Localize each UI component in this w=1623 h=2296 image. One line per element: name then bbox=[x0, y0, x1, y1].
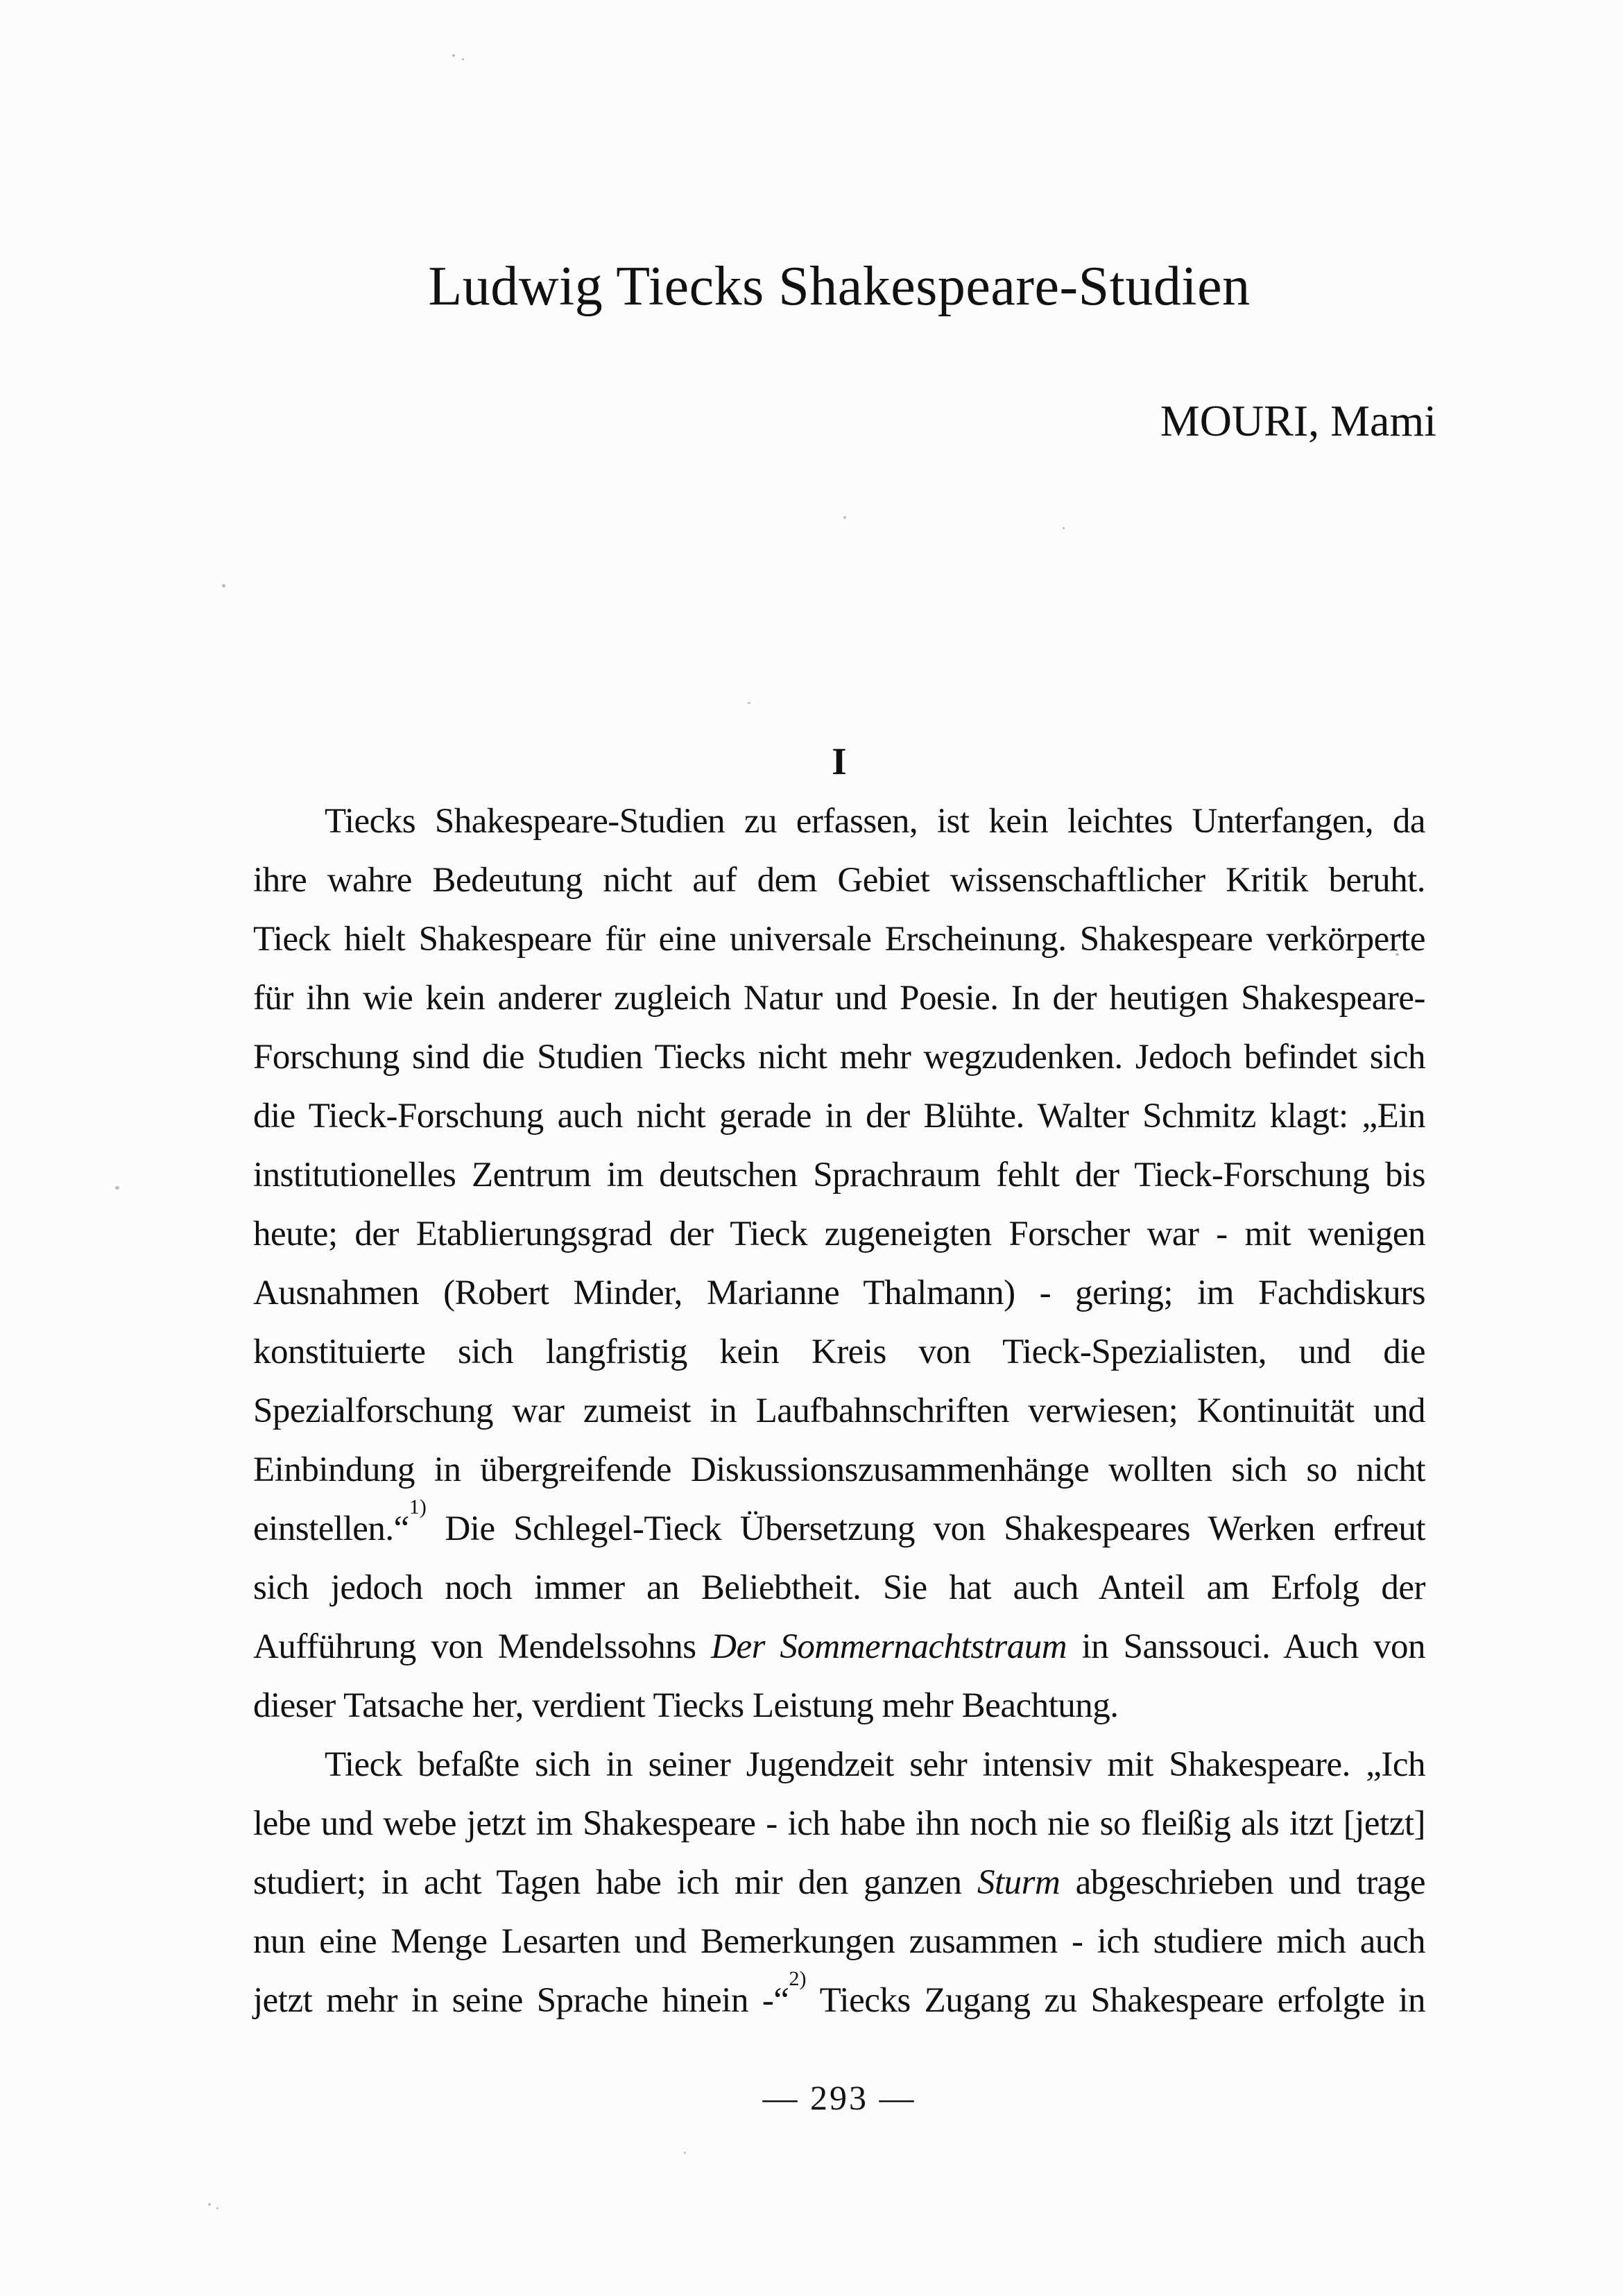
scan-speck bbox=[208, 2203, 211, 2206]
scan-speck bbox=[684, 2152, 686, 2154]
text-segment: nun eine Menge Lesarten und Bemerkungen zusammen - ich studiere mich auch bbox=[253, 1922, 1425, 1961]
page-number: — 293 — bbox=[762, 2078, 916, 2117]
footnote-marker: 1) bbox=[409, 1496, 427, 1518]
text-line bbox=[253, 1441, 1425, 1500]
text-line bbox=[253, 1382, 1425, 1441]
text-segment: für ihn wie kein anderer zugleich Natur und Poesie. In der heutigen Shakespeare- bbox=[253, 979, 1425, 1018]
text-line bbox=[253, 1736, 1425, 1794]
text-line bbox=[253, 1853, 1425, 1912]
text-segment: Spezialforschung war zumeist in Laufbahnschriften verwiesen; Kontinuität und bbox=[253, 1391, 1425, 1430]
text-segment: in Sanssouci. Auch von bbox=[1067, 1627, 1425, 1666]
section-heading: I bbox=[832, 740, 847, 782]
text-line bbox=[253, 1912, 1425, 1971]
text-segment: Tiecks Shakespeare-Studien zu erfassen, ist kein leichtes Unterfangen, da bbox=[325, 802, 1425, 841]
text-segment: Forschung sind die Studien Tiecks nicht mehr wegzudenken. Jedoch befindet sich bbox=[253, 1038, 1425, 1077]
text-line bbox=[253, 1677, 1425, 1736]
text-line bbox=[253, 969, 1425, 1028]
text-line bbox=[253, 1967, 1425, 2030]
author-name: MOURI, Mami bbox=[1160, 396, 1436, 445]
text-segment: sich jedoch noch immer an Beliebtheit. Sie hat auch Anteil am Erfolg der bbox=[253, 1568, 1425, 1607]
scan-speck bbox=[216, 2207, 218, 2209]
text-segment: Einbindung in übergreifende Diskussionszusammenhänge wollten sich so nicht bbox=[253, 1450, 1425, 1489]
text-line bbox=[253, 1087, 1425, 1146]
text-line bbox=[253, 1264, 1425, 1323]
text-line bbox=[253, 1323, 1425, 1382]
text-line bbox=[253, 910, 1425, 969]
text-segment: dieser Tatsache her, verdient Tiecks Leistung mehr Beachtung. bbox=[253, 1686, 1119, 1725]
text-segment: die Tieck-Forschung auch nicht gerade in der Blühte. Walter Schmitz klagt: „Ein bbox=[253, 1097, 1425, 1136]
text-line bbox=[253, 1559, 1425, 1618]
text-segment: jetzt mehr in seine Sprache hinein -“ bbox=[253, 1981, 789, 2020]
text-segment: Tieck befaßte sich in seiner Jugendzeit sehr intensiv mit Shakespeare. „Ich bbox=[325, 1745, 1425, 1784]
text-line bbox=[253, 1205, 1425, 1264]
text-segment: studiert; in acht Tagen habe ich mir den ganzen bbox=[253, 1863, 977, 1902]
text-segment: lebe und webe jetzt im Shakespeare - ich habe ihn noch nie so fleißig als itzt [jetzt] bbox=[253, 1804, 1425, 1843]
text-line bbox=[253, 1146, 1425, 1205]
scan-speck bbox=[748, 702, 750, 704]
text-line bbox=[253, 1794, 1425, 1853]
text-segment: abgeschrieben und trage bbox=[1060, 1863, 1425, 1902]
text-segment: konstituierte sich langfristig kein Kreis von Tieck-Spezialisten, und die bbox=[253, 1333, 1425, 1371]
paper-title: Ludwig Tiecks Shakespeare-Studien bbox=[428, 256, 1251, 317]
italic-work-title: Sturm bbox=[977, 1863, 1060, 1902]
text-line bbox=[253, 792, 1425, 851]
text-segment: ihre wahre Bedeutung nicht auf dem Gebiet wissenschaftlicher Kritik beruht. bbox=[253, 861, 1425, 900]
scan-speck bbox=[843, 516, 846, 519]
footnote-marker: 2) bbox=[789, 1967, 807, 1990]
scan-speck bbox=[222, 584, 225, 588]
scan-speck bbox=[1396, 953, 1399, 956]
scan-speck bbox=[452, 54, 455, 57]
scan-speck bbox=[462, 58, 464, 60]
text-line bbox=[253, 1028, 1425, 1087]
text-segment: Tieck hielt Shakespeare für eine universale Erscheinung. Shakespeare verkörperte bbox=[253, 920, 1425, 959]
italic-work-title: Der Sommernachtstraum bbox=[711, 1627, 1067, 1666]
text-segment: Ausnahmen (Robert Minder, Marianne Thalmann) - gering; im Fachdiskurs bbox=[253, 1274, 1425, 1312]
text-line bbox=[253, 851, 1425, 910]
text-line bbox=[253, 1618, 1425, 1677]
text-line bbox=[253, 1496, 1425, 1559]
text-segment: Die Schlegel-Tieck Übersetzung von Shakespeares Werken erfreut bbox=[426, 1509, 1425, 1548]
scan-speck bbox=[115, 1186, 119, 1190]
text-segment: einstellen.“ bbox=[253, 1509, 409, 1548]
text-segment: Tiecks Zugang zu Shakespeare erfolgte in bbox=[806, 1981, 1425, 2020]
text-segment: Aufführung von Mendelssohns bbox=[253, 1627, 712, 1666]
body-text bbox=[253, 792, 1425, 2030]
text-segment: heute; der Etablierungsgrad der Tieck zugeneigten Forscher war - mit wenigen bbox=[253, 1215, 1425, 1253]
text-segment: institutionelles Zentrum im deutschen Sprachraum fehlt der Tieck-Forschung bis bbox=[253, 1156, 1425, 1194]
scan-speck bbox=[1063, 527, 1065, 529]
